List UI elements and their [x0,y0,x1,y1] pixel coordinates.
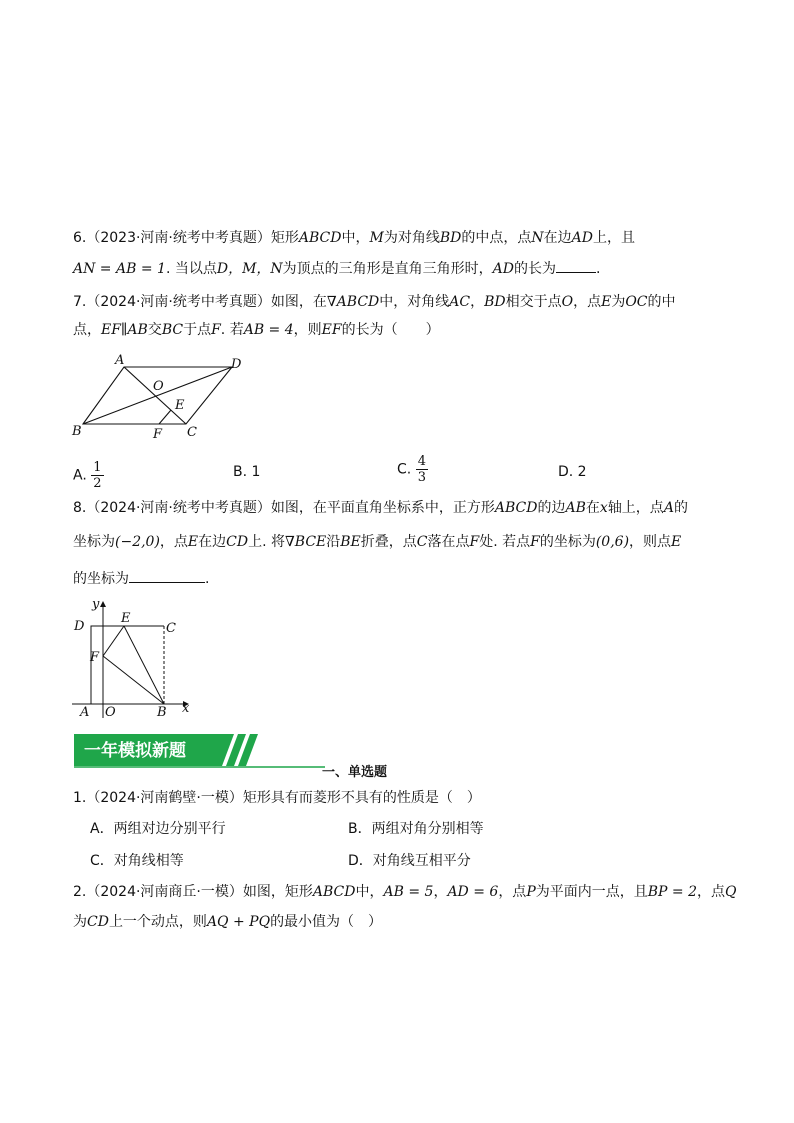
q8-text: 的坐标为 [539,534,596,550]
fraction-numerator: 1 [93,460,102,475]
q6-math-points: D，M，N [216,261,283,277]
q7-label-c: C [187,425,197,440]
q7-label-f: F [153,427,163,442]
q8-text: 的坐标为 [73,571,129,587]
q6-line-2 [73,258,600,279]
q8-label-e: E [121,611,131,626]
q8-end: . [205,571,210,587]
q8-line-2 [73,532,681,552]
q6-math-ad2: AD [492,261,514,277]
q7-text: ，点 [573,294,602,310]
q7-option-c[interactable] [397,454,428,485]
q7-option-d[interactable] [558,462,587,482]
s2-line-1 [73,882,736,902]
q7-math-ab4: AB = 4 [243,322,294,338]
s2-math-abcd: ABCD [312,884,356,900]
q8-text: 在边 [198,534,227,550]
q8-label-f: F [90,650,100,665]
q8-math-abcd: ABCD [494,500,538,516]
q7-label-d: D [231,357,242,372]
q8-text: 的 [673,500,688,516]
q8-text: 上. 将 [248,534,285,550]
q8-text: 沿 [326,534,341,550]
q6-math-abcd: ABCD [298,230,342,246]
q8-math-e2: E [671,534,682,550]
q7-option-c-fraction [416,454,428,485]
q7-text: 为 [611,294,626,310]
s2-text: 为平面内一点，且 [535,884,648,900]
q8-math-x: x [599,500,608,516]
option-text: D. 2 [558,464,587,480]
s2-math-aq-pq: AQ + PQ [206,914,271,930]
q7-label-b: B [72,424,82,439]
q8-text: 处. 若点 [479,534,531,550]
q7-option-a[interactable] [73,460,104,491]
q7-segment-ef [159,410,171,424]
banner-title: 一年模拟新题 [84,741,186,761]
q8-figure-coordinate [68,594,198,722]
q7-math-f: F [211,322,221,338]
s2-text: ，点 [696,884,725,900]
q6-text: 矩形 [270,230,299,246]
q7-math-bc: BC [161,322,184,338]
q6-math-m: M [369,230,384,246]
s2-text: 上一个动点，则 [108,914,207,930]
s2-prefix: 2.（2024·河南商丘·一模）如图，矩形 [73,884,313,900]
q6-text: 上，且 [592,230,635,246]
q8-math-f-coord: (0,6) [595,534,630,550]
q8-square-left-top [91,626,164,704]
q7-math-ac: AC [449,294,471,310]
s2-text: 的最小值为（ ） [270,914,383,930]
s2-math-ad6: AD = 6 [447,884,499,900]
q6-math-ad: AD [571,230,593,246]
q8-math-a-coord: (−2,0) [115,534,160,550]
s1-option-b[interactable]: B．两组对角分别相等 [348,821,484,837]
q8-math-triangle: ∇BCE [285,534,327,550]
q7-math-e: E [601,294,612,310]
q8-segment-ef [103,626,124,656]
s2-text: 为 [73,914,87,930]
q8-text: 坐标为 [73,534,115,550]
q6-text: 在边 [543,230,572,246]
q6-line-1 [73,228,635,248]
q8-label-o: O [105,705,116,720]
q8-prefix: 8.（2024·河南·统考中考真题）如图，在平面直角坐标系中，正方形 [73,500,495,516]
q7-text: 相交于点 [505,294,562,310]
option-text: B. 1 [233,464,261,480]
q7-text: 中，对角线 [379,294,450,310]
q7-math-bd: BD [484,294,506,310]
s2-math-bp2: BP = 2 [647,884,697,900]
s1-option-a[interactable]: A．两组对边分别平行 [90,821,226,837]
q8-text: ，则点 [629,534,672,550]
s2-math-ab5: AB = 5 [383,884,434,900]
q7-math-ef: EF [321,322,342,338]
q8-math-cd: CD [226,534,249,550]
s1-stem: 1.（2024·河南鹤壁·一模）矩形具有而菱形不具有的性质是（ ） [73,790,481,806]
q7-math-oc: OC [625,294,648,310]
q8-label-y: y [92,597,100,612]
q7-math-o: O [561,294,574,310]
q8-line-1 [73,498,688,518]
q8-label-x: x [182,701,190,716]
q6-text: 中， [341,230,370,246]
q7-text: ， [470,294,485,310]
q6-prefix: 6.（2023·河南·统考中考真题） [73,230,271,246]
s1-option-d[interactable]: D．对角线互相平分 [348,853,471,869]
q7-option-a-fraction [91,460,103,491]
q7-math-ef-ab: EF∥AB [101,322,148,338]
fraction-numerator: 4 [417,454,426,469]
q8-math-ab: AB [565,500,586,516]
q7-figure-parallelogram [68,350,248,445]
s2-math-p: P [526,884,536,900]
q6-answer-blank[interactable] [556,258,596,273]
q6-end: . [596,261,601,277]
q8-segment-be [124,626,164,704]
q8-text: 折叠，点 [360,534,417,550]
q8-math-e: E [187,534,199,550]
q8-math-a: A [663,500,674,516]
q8-text: ，点 [159,534,188,550]
q7-prefix: 7.（2024·河南·统考中考真题）如图，在 [73,294,327,310]
q6-math-eq: AN = AB = 1 [73,261,166,277]
s1-option-c[interactable]: C．对角线相等 [90,853,184,869]
q8-math-f: F [469,534,480,550]
s2-math-q: Q [724,884,737,900]
q6-text: 的长为 [514,261,556,277]
q8-segment-bf [103,656,164,704]
q8-text: 轴上，点 [607,500,664,516]
s2-text: 中， [355,884,384,900]
q6-text: . 当以点 [165,261,217,277]
s2-line-2 [73,912,382,932]
q8-math-c: C [416,534,428,550]
s2-text: ，点 [498,884,527,900]
q8-line-3 [73,568,209,589]
q7-line-2 [73,320,440,340]
q8-label-b: B [157,705,167,720]
q7-text: 交 [147,322,162,338]
q7-label-a: A [115,353,125,368]
q8-answer-blank[interactable] [129,568,205,583]
q8-label-c: C [166,621,176,636]
q7-line-1 [73,292,676,312]
q7-text: 的长为（ ） [341,322,440,338]
q7-diagonal-ac [124,367,186,424]
option-letter: C. [397,461,412,478]
q6-math-n: N [531,230,544,246]
q7-option-b[interactable] [233,462,260,482]
q8-math-f2: F [530,534,540,550]
q7-label-o: O [153,379,164,394]
q6-math-bd: BD [439,230,462,246]
q7-text: 点， [73,322,101,338]
q7-text: 于点 [183,322,212,338]
fraction-denominator: 3 [417,470,426,485]
q7-math-parallelogram: ∇ABCD [326,294,380,310]
s2-text: ， [433,884,448,900]
q6-text: 的中点，点 [461,230,532,246]
q8-label-a: A [80,705,90,720]
q8-text: 的边 [537,500,566,516]
q6-text: 为顶点的三角形是直角三角形时， [282,261,493,277]
q8-label-d: D [74,619,85,634]
section-heading: 一、单选题 [322,765,388,780]
q6-text: 为对角线 [383,230,440,246]
s2-math-cd: CD [87,914,109,930]
q7-label-e: E [175,398,185,413]
fraction-denominator: 2 [93,476,102,491]
option-letter: A. [73,467,87,484]
q8-text: 在 [585,500,600,516]
q7-text: . 若 [220,322,244,338]
q7-text: ，则 [293,322,322,338]
q8-text: 落在点 [427,534,470,550]
q7-text: 的中 [647,294,676,310]
q8-math-be: BE [340,534,361,550]
